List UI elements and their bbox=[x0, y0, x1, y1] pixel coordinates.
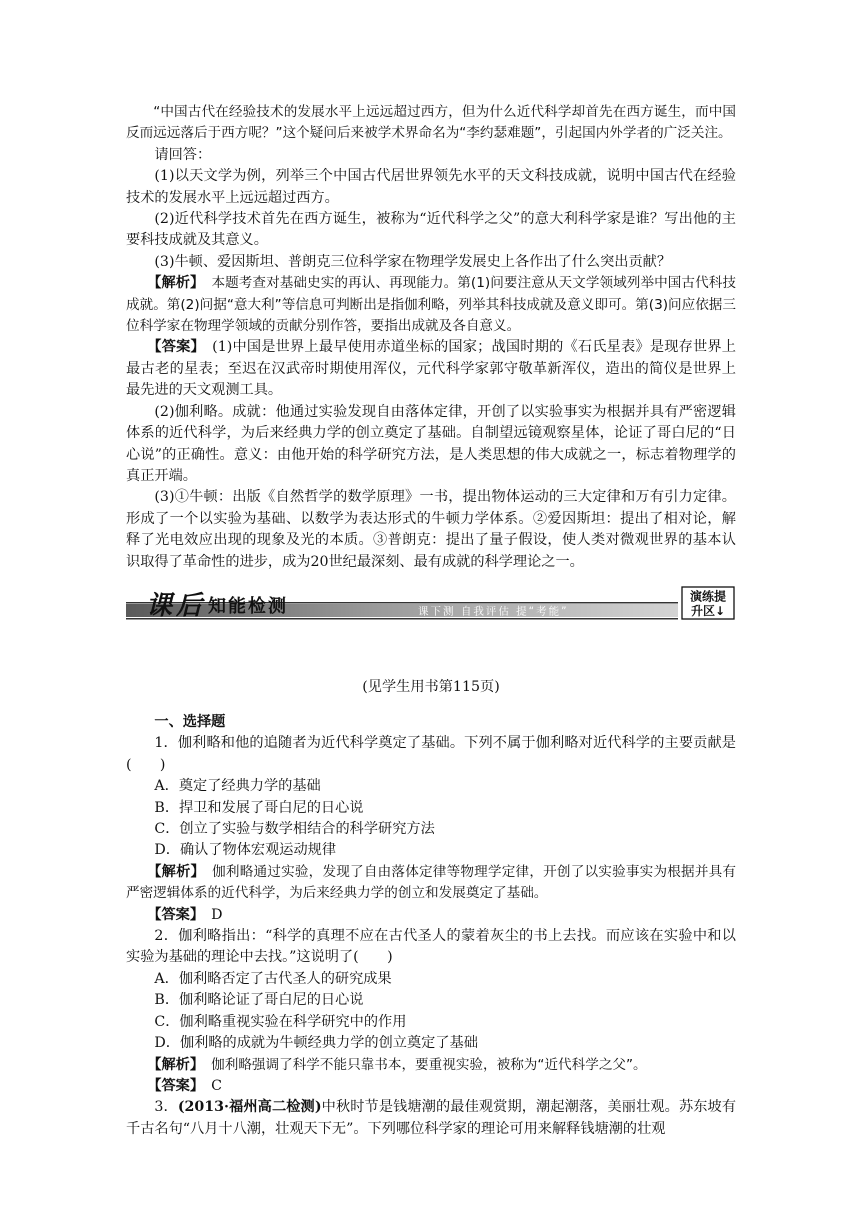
question-1-option-c: C．创立了实验与数学相结合的科学研究方法 bbox=[154, 821, 435, 838]
section-banner bbox=[126, 586, 736, 620]
sub-question-2: (2)近代科学技术首先在西方诞生，被称为“近代科学之父”的意大利科学家是谁？写出他的主要科技成就及其意义。 bbox=[126, 211, 736, 249]
analysis-text: 本题考查对基础史实的再认、再现能力。第(1)问要注意从天文学领域列举中国古代科技成就。第(2)问据“意大利”等信息可判断出是指伽利略，列举其科技成就及意义即可。第(3)问应依据三位科学家在物理学领域的贡献分别作答，要指出成就及各自意义。 bbox=[126, 275, 736, 335]
question-1-answer-value: D bbox=[211, 906, 223, 923]
answer-paragraph-1 bbox=[126, 337, 736, 401]
analysis-tag: 【解析】 bbox=[147, 275, 198, 292]
section-heading: 一、选择题 bbox=[154, 714, 226, 730]
intro-paragraph: “中国古代在经验技术的发展水平上远远超过西方，但为什么近代科学却首先在西方诞生，而中国反而远远落后于西方呢？”这个疑问后来被学术界命名为“李约瑟难题”，引起国内外学者的广泛关注。 bbox=[126, 104, 736, 142]
choice-section bbox=[126, 712, 736, 1140]
question-2-option-b: B．伽利略论证了哥白尼的日心说 bbox=[154, 992, 364, 1009]
banner-slogan: 课下测 自我评估 提“考能” bbox=[418, 605, 569, 618]
top-question-block bbox=[126, 102, 736, 573]
question-2-option-c: C．伽利略重视实验在科学研究中的作用 bbox=[154, 1013, 407, 1030]
banner-big-char-1: 课 bbox=[146, 591, 173, 620]
answer-tag: 【答案】 bbox=[147, 339, 198, 356]
analysis-tag: 【解析】 bbox=[147, 863, 198, 880]
banner-title: 知能检测 bbox=[208, 596, 288, 617]
question-1-stem: 1．伽利略和他的追随者为近代科学奠定了基础。下列不属于伽利略对近代科学的主要贡献是( ) bbox=[126, 735, 736, 773]
question-2-option-a: A．伽利略否定了古代圣人的研究成果 bbox=[154, 970, 392, 987]
question-1-analysis bbox=[126, 862, 736, 905]
question-2-answer bbox=[126, 1076, 736, 1097]
analysis-tag: 【解析】 bbox=[147, 1056, 197, 1073]
question-3-text: 中秋时节是钱塘潮的最佳观赏期，潮起潮落，美丽壮观。苏东坡有千古名句“八月十八潮，壮观天下无”。下列哪位科学家的理论可用来解释钱塘潮的壮观 bbox=[126, 1099, 737, 1137]
banner-rule-bottom bbox=[126, 618, 678, 620]
banner-box-line-1: 演练提 bbox=[689, 589, 727, 604]
sub-question-1: (1)以天文学为例，列举三个中国古代居世界领先水平的天文科技成就，说明中国古代在经验技术的发展水平上远远超过西方。 bbox=[126, 168, 736, 206]
question-2-analysis bbox=[126, 1055, 736, 1076]
answer-paragraph-2: (2)伽利略。成就：他通过实验发现自由落体定律，开创了以实验事实为根据并具有严密逻辑体系的近代科学，为后来经典力学的创立奠定了基础。自制望远镜观察星体，论证了哥白尼的“日心说”的正确性。意义：由他开始的科学研究方法，是人类思想的伟大成就之一，标志着物理学的真正开端。 bbox=[126, 403, 736, 484]
reference-note: (见学生用书第115页) bbox=[362, 679, 500, 695]
analysis-paragraph bbox=[126, 273, 736, 337]
answer-paragraph-3: (3)①牛顿：出版《自然哲学的数学原理》一书，提出物体运动的三大定律和万有引力定律。形成了一个以实验为基础、以数学为表达形式的牛顿力学体系。②爱因斯坦：提出了相对论，解释了光电效应出现的现象及光的本质。③普朗克：提出了量子假设，使人类对微观世界的基本认识取得了革命性的进步，成为20世纪最深刻、最有成就的科学理论之一。 bbox=[126, 489, 736, 570]
answer-tag: 【答案】 bbox=[147, 906, 197, 923]
question-1-option-a: A．奠定了经典力学的基础 bbox=[154, 778, 321, 795]
question-2-stem: 2．伽利略指出：“科学的真理不应在古代圣人的蒙着灰尘的书上去找。而应该在实验中和以实验为基础的理论中去找。”这说明了( ) bbox=[126, 928, 736, 966]
question-2-analysis-text: 伽利略强调了科学不能只靠书本，要重视实验，被称为“近代科学之父”。 bbox=[211, 1056, 647, 1073]
ask-line: 请回答： bbox=[154, 146, 212, 163]
question-3-source: (2013·福州高二检测) bbox=[177, 1099, 322, 1116]
banner-big-char-2: 后 bbox=[176, 591, 203, 620]
banner-box-line-2: 升区↓ bbox=[690, 604, 726, 618]
question-1-answer bbox=[126, 905, 736, 926]
question-1-analysis-text: 伽利略通过实验，发现了自由落体定律等物理学定律，开创了以实验事实为根据并具有严密逻辑体系的近代科学，为后来经典力学的创立和发展奠定了基础。 bbox=[126, 863, 736, 902]
question-3-stem bbox=[126, 1097, 736, 1140]
answer-tag: 【答案】 bbox=[147, 1077, 197, 1094]
question-2-answer-value: C bbox=[211, 1077, 223, 1094]
question-3-number: 3． bbox=[154, 1099, 178, 1116]
sub-question-3: (3)牛顿、爱因斯坦、普朗克三位科学家在物理学发展史上各作出了什么突出贡献？ bbox=[154, 253, 672, 270]
answer-text-1: (1)中国是世界上最早使用赤道坐标的国家；战国时期的《石氏星表》是现存世界上最古老的星表；至迟在汉武帝时期使用浑仪，元代科学家郭守敬革新浑仪，造出的简仪是世界上最先进的天文观测工具。 bbox=[126, 339, 736, 399]
question-1-option-d: D．确认了物体宏观运动规律 bbox=[154, 842, 337, 859]
question-1-option-b: B．捍卫和发展了哥白尼的日心说 bbox=[154, 799, 364, 816]
question-2-option-d: D．伽利略的成就为牛顿经典力学的创立奠定了基础 bbox=[154, 1035, 478, 1052]
